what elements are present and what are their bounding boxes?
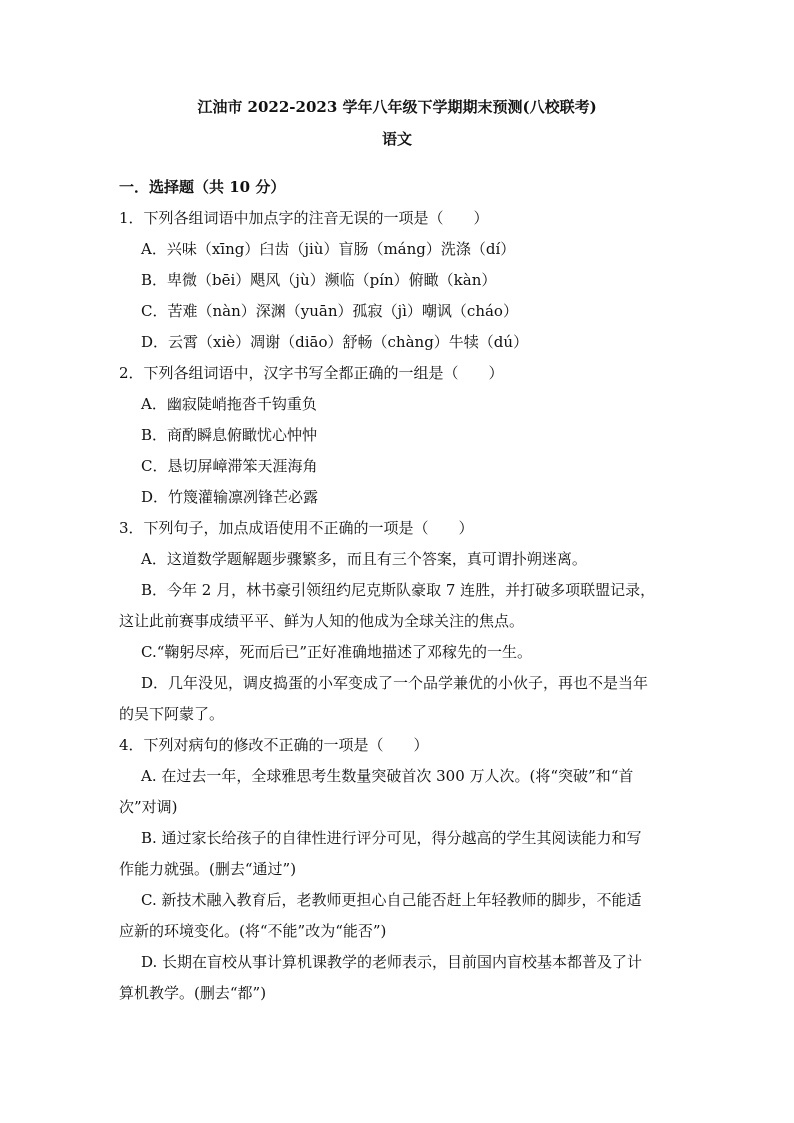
question-2-option-a: A．幽寂陡峭拖沓千钩重负 xyxy=(141,395,317,413)
question-4-option-a-continued: 次”对调) xyxy=(119,798,178,816)
question-2-option-b: B．商酌瞬息俯瞰忧心忡忡 xyxy=(141,426,318,444)
question-1-option-b: B．卑微（bēi）飓风（jù）濒临（pín）俯瞰（kàn） xyxy=(141,271,497,289)
question-3-stem: 3．下列句子，加点成语使用不正确的一项是（ ） xyxy=(119,519,474,537)
exam-content xyxy=(119,176,679,1013)
question-1-option-c: C．苦难（nàn）深渊（yuān）孤寂（jì）嘲讽（cháo） xyxy=(141,302,518,320)
question-3-option-b-continued: 这让此前赛事成绩平平、鲜为人知的他成为全球关注的焦点。 xyxy=(119,612,525,630)
question-4-option-d: D. 长期在盲校从事计算机课教学的老师表示，目前国内盲校基本都普及了计 xyxy=(141,953,643,971)
question-1-option-d: D．云霄（xiè）凋谢（diāo）舒畅（chàng）牛犊（dú） xyxy=(141,333,529,351)
exam-title: 江油市 2022-2023 学年八年级下学期期末预测(八校联考) xyxy=(197,98,597,116)
question-4-option-c-continued: 应新的环境变化。(将“不能”改为“能否”) xyxy=(119,922,387,940)
question-3-option-d-continued: 的吴下阿蒙了。 xyxy=(119,705,225,723)
question-3-option-b: B．今年 2 月，林书豪引领纽约尼克斯队豪取 7 连胜，并打破多项联盟记录， xyxy=(141,581,656,599)
question-3-option-d: D．几年没见，调皮捣蛋的小军变成了一个品学兼优的小伙子，再也不是当年 xyxy=(141,674,649,692)
question-4-stem: 4．下列对病句的修改不正确的一项是（ ） xyxy=(119,736,429,754)
question-2-option-c: C．恳切屏嶂滞笨天涯海角 xyxy=(141,457,318,475)
question-1-option-a: A．兴味（xīng）臼齿（jiù）盲肠（máng）洗涤（dí） xyxy=(141,240,516,258)
question-4-option-c: C. 新技术融入教育后，老教师更担心自己能否赶上年轻教师的脚步，不能适 xyxy=(141,891,642,909)
question-4-option-a: A. 在过去一年，全球雅思考生数量突破首次 300 万人次。(将“突破”和“首 xyxy=(141,767,634,785)
question-2-stem: 2．下列各组词语中，汉字书写全都正确的一组是（ ） xyxy=(119,364,504,382)
section-heading: 一．选择题（共 10 分） xyxy=(119,178,286,196)
question-3-option-c: C.“鞠躬尽瘁，死而后已”正好准确地描述了邓稼先的一生。 xyxy=(141,643,533,661)
question-4-option-b: B. 通过家长给孩子的自律性进行评分可见，得分越高的学生其阅读能力和写 xyxy=(141,829,642,847)
question-4-option-d-continued: 算机教学。(删去“都”) xyxy=(119,984,267,1002)
question-4-option-b-continued: 作能力就强。(删去“通过”) xyxy=(119,860,297,878)
question-2-option-d: D．竹篾灌输凛冽锋芒必露 xyxy=(141,488,319,506)
question-3-option-a: A．这道数学题解题步骤繁多，而且有三个答案，真可谓扑朔迷离。 xyxy=(141,550,587,568)
exam-subject: 语文 xyxy=(381,130,412,148)
question-1-stem: 1．下列各组词语中加点字的注音无误的一项是（ ） xyxy=(119,209,489,227)
